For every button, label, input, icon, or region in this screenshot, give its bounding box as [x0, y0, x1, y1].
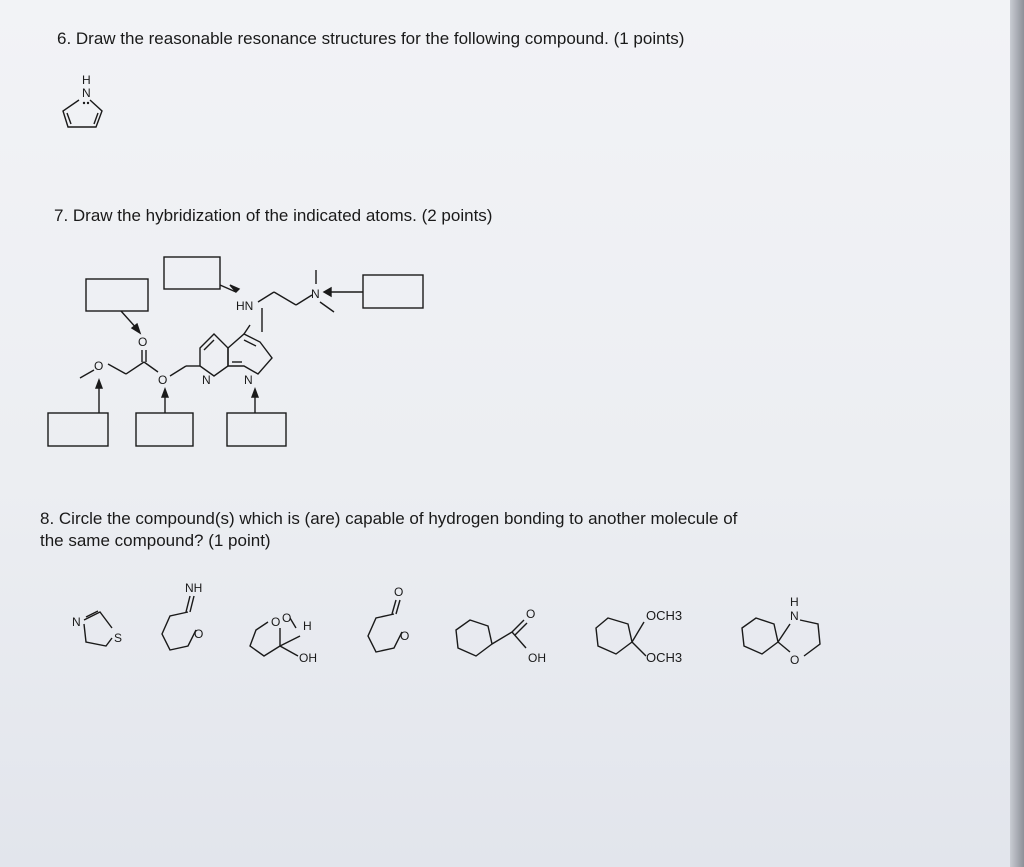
thiazole-s-label: S	[114, 631, 123, 645]
answer-box-bottom-1[interactable]	[48, 413, 108, 446]
answer-box-right[interactable]	[363, 275, 423, 308]
lactone-carbonyl-o-label: O	[394, 585, 404, 599]
ring-o-label-b: O	[271, 615, 281, 629]
answer-box-top[interactable]	[164, 257, 220, 289]
spiro-n-label: N	[790, 609, 799, 623]
ring-n-label-1: N	[202, 373, 211, 387]
hybridization-structure	[48, 257, 423, 446]
compound-dimethoxy[interactable]	[596, 608, 682, 665]
thiazole-n-label: N	[72, 615, 81, 629]
compound-spiro-oxazolidine[interactable]	[742, 595, 820, 667]
spiro-o-label: O	[790, 653, 800, 667]
amine-n-label: N	[311, 287, 320, 301]
compound-thiazole[interactable]	[72, 611, 122, 646]
answer-box-bottom-2[interactable]	[136, 413, 193, 446]
methoxy-label-2: OCH3	[646, 650, 683, 665]
imine-nh-label: NH	[185, 581, 203, 595]
answer-box-left[interactable]	[86, 279, 148, 311]
ring-o-label-a: O	[194, 627, 204, 641]
lactone-ring-o-label: O	[400, 629, 410, 643]
compound-lactone[interactable]	[368, 585, 409, 652]
methoxy-label-1: OCH3	[646, 608, 683, 623]
acid-carbonyl-o-label: O	[526, 607, 536, 621]
question-6-text: 6. Draw the reasonable resonance structures for the following compound. (1 points)	[57, 29, 685, 48]
hn-label: HN	[236, 299, 254, 313]
compound-imino-lactone[interactable]	[162, 581, 203, 650]
compound-hydroxy-aldehyde[interactable]	[250, 611, 317, 665]
question-8-line-2: the same compound? (1 point)	[40, 531, 271, 550]
ester-o-label: O	[158, 373, 168, 387]
answer-box-bottom-3[interactable]	[227, 413, 286, 446]
spiro-h-label: H	[790, 595, 799, 609]
pyrrole-n-label: N	[82, 86, 91, 100]
question-8-line-1: 8. Circle the compound(s) which is (are) capable of hydrogen bonding to another molecule of	[40, 509, 738, 528]
ring-n-label-2: N	[244, 373, 253, 387]
carbonyl-o-label: O	[138, 335, 148, 349]
aldehyde-h-label: H	[303, 619, 312, 633]
aldehyde-o-label: O	[282, 611, 292, 625]
question-7-text: 7. Draw the hybridization of the indicated atoms. (2 points)	[54, 206, 493, 225]
ether-o-label: O	[94, 359, 104, 373]
compound-carboxylic-acid[interactable]	[456, 607, 546, 665]
hydroxy-oh-label-2: OH	[528, 651, 546, 665]
page-edge-shadow	[1010, 0, 1024, 867]
pyrrole-h-label: H	[82, 73, 91, 87]
hydroxy-oh-label-1: OH	[299, 651, 317, 665]
pyrrole-structure	[63, 73, 102, 127]
